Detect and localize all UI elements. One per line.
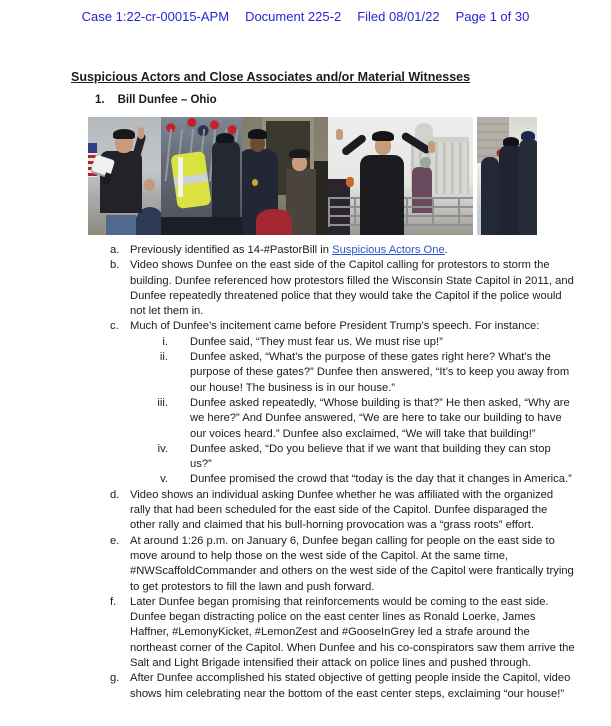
us-flag-canton-shape <box>88 143 97 153</box>
photo-police-line-barriers <box>161 117 242 235</box>
list-marker-e: e. <box>110 534 120 547</box>
text-before-link: Previously identified as 14-#PastorBill in <box>130 244 333 256</box>
list-marker-g: g. <box>110 672 120 685</box>
sub-marker-v: v. <box>160 473 168 486</box>
masked-face-shape <box>420 157 431 168</box>
pointing-finger-shape <box>138 127 144 139</box>
sub-text-ii: Dunfee asked, “What’s the purpose of these gates right here? What’s the purpose of these gates?” Dunfee then answered, “It’s to keep you away from our house! The business is in our house.” <box>190 351 570 394</box>
left-arm-shape <box>341 133 368 157</box>
police-hi-vis-vest-shape <box>170 151 211 209</box>
stamp-filed-date: Filed 08/01/22 <box>357 9 440 24</box>
bystander-face-shape <box>144 179 155 191</box>
sub-text-iv: Dunfee asked, “Do you believe that if we want that building they can stop us?” <box>190 442 551 471</box>
man-ball-cap-shape <box>289 149 310 158</box>
list-text-b: Video shows Dunfee on the east side of the Capitol calling for protestors to storm the building. Dunfee referenced how protestors filled the Wisconsin State Capitol in 2011, and Dunfee repeatedly threatened police that they would take the Capitol if the police would not let them in. <box>130 259 574 318</box>
vest-stripe-shape <box>178 157 183 197</box>
suspicious-actors-one-link[interactable]: Suspicious Actors One <box>332 244 445 256</box>
sub-text-iii: Dunfee asked repeatedly, “Whose building is that?” He then asked, “Why are we here?” And Dunfee answered, “We are here to take our building to have our voices heard.” Dunfee also exclaimed, “We will take that building!” <box>190 396 570 440</box>
list-item-g <box>110 671 580 702</box>
black-cap-shape <box>113 129 135 139</box>
list-text-g: After Dunfee accomplished his stated objective of getting people inside the Capitol, video shows him celebrating near the bottom of the east center steps, exclaiming “our house!” <box>130 672 571 700</box>
sub-text-v: Dunfee promised the crowd that “today is the day that it changes in America.” <box>190 473 572 486</box>
section-heading <box>95 94 217 106</box>
stamp-page-number: Page 1 of 30 <box>455 9 530 24</box>
orange-detail-shape <box>346 177 354 187</box>
capitol-dome-shape <box>415 123 433 139</box>
list-item-f <box>110 595 580 671</box>
red-garment-shape <box>256 209 292 235</box>
list-text-d: Video shows an individual asking Dunfee whether he was affiliated with the organized rally that had been scheduled for the east side of the Capitol. Dunfee disparaged the other rally and claimed that his bull-horning provocation was a “grass roots” effort. <box>130 488 554 532</box>
outline-list <box>110 243 580 702</box>
sub-item-iii <box>110 396 580 442</box>
gear-belt-shape <box>161 217 242 235</box>
list-marker-d: d. <box>110 488 120 501</box>
list-item-a <box>110 243 580 258</box>
sub-marker-ii: ii. <box>159 351 168 364</box>
list-text-e: At around 1:26 p.m. on January 6, Dunfee began calling for people on the east side to move around to help those on the west side of the Capitol. At the same time, #NWScaffoldCommander and others on the west side of the Capitol were frantically trying to get protestors to fill the lawn and push forward. <box>130 534 574 593</box>
dark-officer-shape <box>212 141 240 221</box>
list-text-a <box>130 243 575 258</box>
officer-cap-shape <box>216 133 234 143</box>
sub-item-i <box>110 335 580 350</box>
police-badge-shape <box>252 179 258 186</box>
photo-man-with-megaphone <box>88 117 161 235</box>
page-title: Suspicious Actors and Close Associates and/or Material Witnesses <box>71 70 471 84</box>
list-item-c <box>110 319 580 334</box>
stamp-document-number: Document 225-2 <box>245 9 342 24</box>
list-marker-c: c. <box>110 320 119 333</box>
puffer-jacket-shape <box>360 155 404 235</box>
list-marker-b: b. <box>110 259 120 272</box>
photo-man-arms-raised <box>328 117 473 235</box>
sub-marker-iv: iv. <box>157 442 168 455</box>
officer-cap-1-shape <box>503 137 519 146</box>
left-thumb-shape <box>336 129 343 140</box>
ecf-header-stamp <box>0 9 611 24</box>
shadow-column-shape <box>314 161 328 235</box>
photo-strip <box>88 117 537 235</box>
list-marker-f: f. <box>110 595 117 608</box>
list-item-b <box>110 258 580 319</box>
jeans-shape <box>106 215 136 235</box>
stamp-case-number: Case 1:22-cr-00015-APM <box>81 9 230 24</box>
section-label: Bill Dunfee – Ohio <box>117 94 217 106</box>
right-thumb-shape <box>428 141 435 153</box>
list-text-c: Much of Dunfee’s incitement came before President Trump’s speech. For instance: <box>130 320 540 333</box>
list-item-e <box>110 534 580 595</box>
list-item-d <box>110 488 580 534</box>
photo-capitol-door-officers <box>242 117 328 235</box>
sub-marker-iii: iii. <box>157 396 168 409</box>
section-number: 1. <box>95 94 105 106</box>
sub-item-ii <box>110 350 580 396</box>
list-marker-a: a. <box>110 244 120 256</box>
officer-back-3-shape <box>519 139 537 235</box>
officer-beanie-shape <box>248 129 267 139</box>
photo-police-backs-east-side <box>477 117 537 235</box>
officer-cap-2-shape <box>521 131 535 140</box>
sub-item-iv <box>110 442 580 473</box>
sub-text-i: Dunfee said, “They must fear us. We must rise up!” <box>190 335 443 348</box>
officer-back-1-shape <box>481 157 499 235</box>
cheering-man-cap-shape <box>372 131 394 141</box>
text-after-link: . <box>444 244 448 256</box>
sub-marker-i: i. <box>162 335 168 348</box>
list-text-f: Later Dunfee began promising that reinforcements would be coming to the east side. Dunfee began distracting police on the east center lines as Ronald Loerke, James Haffner, #LemonyKicket, #LemonZest and #GooseInGrey led a strafe around the northeast corner of the Capitol. When Dunfee and his co-conspirators saw them arrive the Salt and Light Brigade intensified their attack on police lines and pushed through. <box>130 595 575 670</box>
sub-item-v <box>110 472 580 487</box>
